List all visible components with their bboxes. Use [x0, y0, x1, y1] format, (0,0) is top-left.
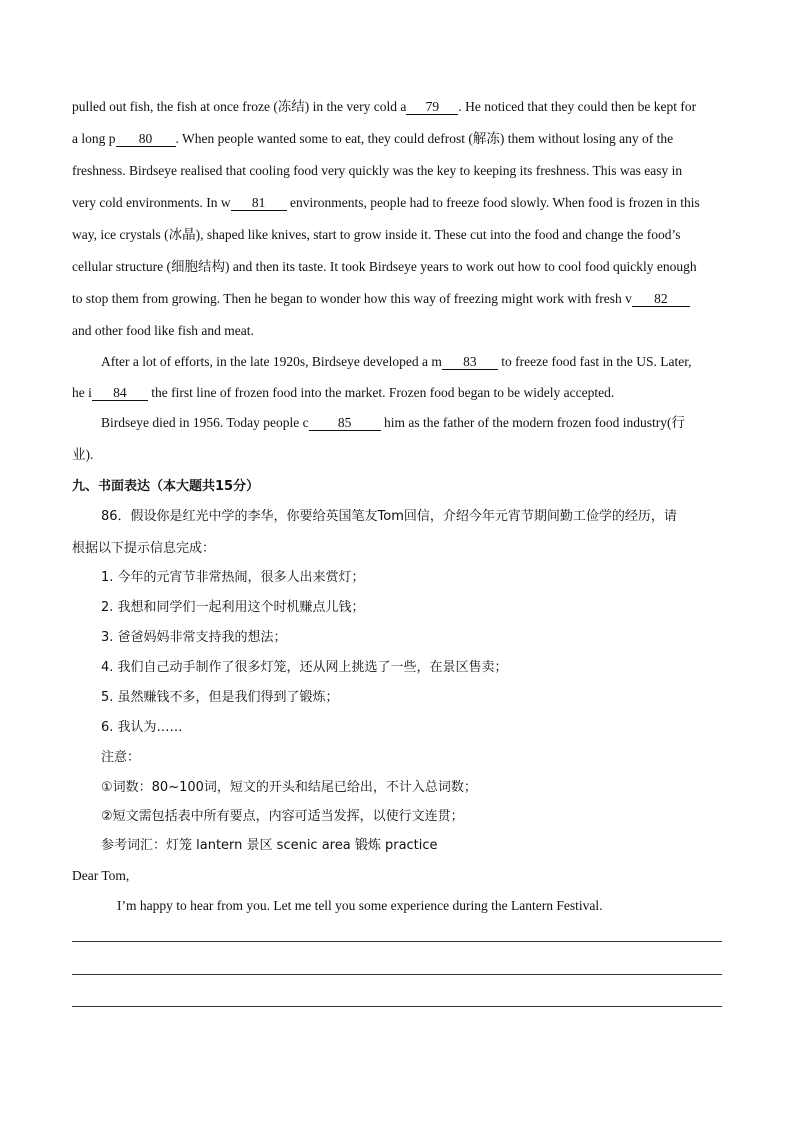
passage-text: . He noticed that they could then be kept for: [458, 99, 697, 114]
prompt-point-6: 6. 我认为……: [101, 720, 183, 735]
blank-84[interactable]: 84: [92, 385, 148, 401]
passage-text: to freeze food fast in the US. Later,: [497, 354, 692, 369]
passage-text: . When people wanted some to eat, they could defrost (解冻) them without losing any of the: [175, 131, 674, 146]
prompt-point-1: 1. 今年的元宵节非常热闹，很多人出来赏灯；: [101, 570, 365, 585]
letter-salutation: Dear Tom,: [72, 868, 130, 883]
passage-text: pulled out fish, the fish at once froze (冻结) in the very cold a: [72, 99, 407, 114]
letter-opening: I’m happy to hear from you. Let me tell you some experience during the Lantern Festival.: [117, 898, 603, 913]
passage-text: to stop them from growing. Then he began to wonder how this way of freezing might work with fresh v: [72, 291, 632, 306]
passage-text: environments, people had to freeze food slowly. When food is frozen in this: [286, 195, 700, 210]
passage-text: the first line of frozen food into the market. Frozen food began to be widely accepted.: [147, 385, 615, 400]
passage-line-10: [72, 384, 614, 402]
passage-text: a long p: [72, 131, 116, 146]
blank-81[interactable]: 81: [231, 195, 287, 211]
answer-line-3[interactable]: [72, 1006, 722, 1007]
passage-line-11: [101, 414, 685, 432]
passage-line-7: [72, 290, 690, 308]
passage-line-9: [101, 353, 692, 371]
passage-line-12: 业).: [72, 447, 94, 462]
note-word-count: ①词数：80~100词，短文的开头和结尾已给出，不计入总词数；: [101, 780, 477, 795]
note-title: 注意：: [101, 750, 141, 765]
blank-79[interactable]: 79: [406, 99, 458, 115]
blank-83[interactable]: 83: [442, 354, 498, 370]
prompt-point-3: 3. 爸爸妈妈非常支持我的想法；: [101, 630, 287, 645]
passage-line-3: freshness. Birdseye realised that cooling food very quickly was the key to keeping its freshness. This was easy in: [72, 163, 683, 178]
passage-text: After a lot of efforts, in the late 1920s, Birdseye developed a m: [101, 354, 442, 369]
question-intro-cont: 根据以下提示信息完成：: [72, 541, 216, 556]
prompt-point-2: 2. 我想和同学们一起利用这个时机赚点儿钱；: [101, 600, 365, 615]
passage-line-2: [72, 130, 673, 148]
passage-text: him as the father of the modern frozen food industry(行: [380, 415, 686, 430]
prompt-point-4: 4. 我们自己动手制作了很多灯笼，还从网上挑选了一些，在景区售卖；: [101, 660, 508, 675]
passage-line-8: and other food like fish and meat.: [72, 323, 254, 338]
passage-line-4: [72, 194, 700, 212]
prompt-point-5: 5. 虽然赚钱不多，但是我们得到了锻炼；: [101, 690, 339, 705]
passage-text: very cold environments. In w: [72, 195, 231, 210]
passage-line-1: [72, 98, 696, 116]
blank-80[interactable]: 80: [116, 131, 176, 147]
answer-line-2[interactable]: [72, 974, 722, 975]
passage-text: he i: [72, 385, 92, 400]
blank-82[interactable]: 82: [632, 291, 690, 307]
blank-85[interactable]: 85: [309, 415, 381, 431]
note-coverage: ②短文需包括表中所有要点，内容可适当发挥，以使行文连贯；: [101, 809, 464, 824]
vocab-reference: 参考词汇：灯笼 lantern 景区 scenic area 锻炼 practice: [101, 838, 438, 853]
answer-line-1[interactable]: [72, 941, 722, 942]
question-intro: 86．假设你是红光中学的李华，你要给英国笔友Tom回信，介绍今年元宵节期间勤工俭学的经历，请: [101, 509, 677, 524]
passage-text: Birdseye died in 1956. Today people c: [101, 415, 309, 430]
passage-line-6: cellular structure (细胞结构) and then its taste. It took Birdseye years to work out how to cool food quickly enough: [72, 259, 697, 274]
passage-line-5: way, ice crystals (冰晶), shaped like knives, start to grow inside it. These cut into the food and change the food’s: [72, 227, 681, 242]
section-heading: 九、书面表达（本大题共15分）: [72, 479, 260, 494]
